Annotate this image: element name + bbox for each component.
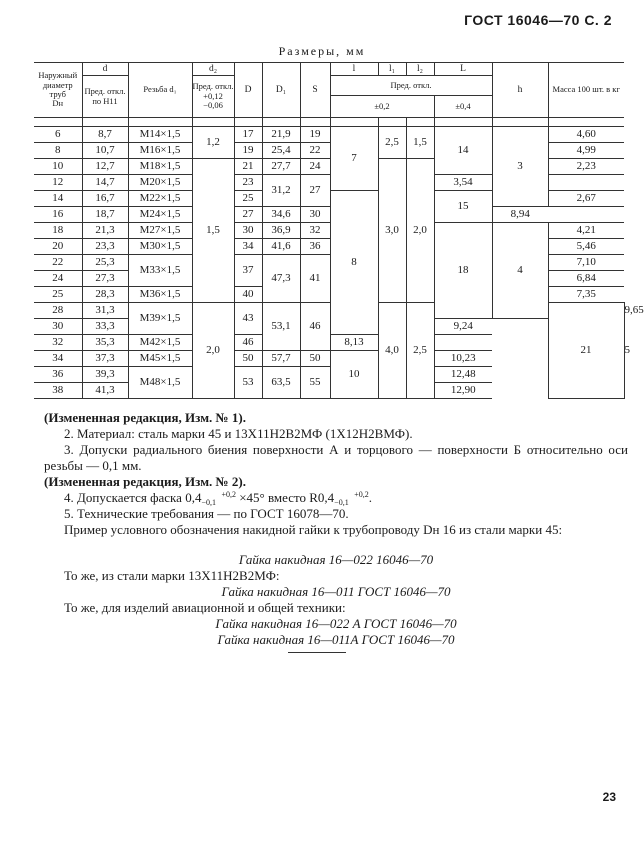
head-S: S xyxy=(300,63,330,118)
head-mass: Масса 100 шт. в кг xyxy=(548,63,624,118)
L-18: 18 xyxy=(434,223,492,319)
head-h: h xyxy=(492,63,548,118)
head-d2-tol: Пред. откл. +0,12 −0,06 xyxy=(192,76,234,118)
L-14: 14 xyxy=(434,127,492,175)
table-row: 22 25,3 M33×1,5 37 47,3 41 7,10 xyxy=(34,255,624,271)
standard-header: ГОСТ 16046—70 С. 2 xyxy=(464,12,612,28)
head-tol-04: ±0,4 xyxy=(434,96,492,118)
d2-2-0: 2,0 xyxy=(192,303,234,399)
D-43: 43 xyxy=(234,303,262,335)
table-row: 18 21,3 M27×1,5 30 36,9 32 18 4 4,21 xyxy=(34,223,624,239)
example-1: Гайка накидная 16—022 16046—70 xyxy=(238,552,434,567)
runout-note: 3. Допуски радиального биения поверхности А и торцового — поверхности Б относительно оси резьбы — 0,1 мм. xyxy=(44,442,628,473)
table-row: 32 35,3 M42×1,5 46 8,13 xyxy=(34,335,624,351)
same-aviation-note: То же, для изделий авиационной и общей техники: xyxy=(64,600,346,615)
table-caption: Размеры, мм xyxy=(278,44,366,58)
example-2: Гайка накидная 16—011 ГОСТ 16046—70 xyxy=(221,584,451,599)
D1-31-2: 31,2 xyxy=(262,175,300,207)
l1-3-0: 3,0 xyxy=(378,159,406,303)
head-tol-02: ±0,2 xyxy=(330,96,434,118)
dimensions-table xyxy=(34,62,644,399)
l2-2-5: 2,5 xyxy=(406,303,434,399)
example-4: Гайка накидная 16—011А ГОСТ 16046—70 xyxy=(217,632,455,647)
l1-2-5: 2,5 xyxy=(378,127,406,159)
S-46: 46 xyxy=(300,303,330,351)
table-row: 12 14,7 M20×1,5 23 31,2 27 3,54 xyxy=(34,175,624,191)
S-41: 41 xyxy=(300,255,330,303)
table-row: 30 33,3 9,24 xyxy=(34,319,624,335)
thread-m33: M33×1,5 xyxy=(128,255,192,287)
table-row: 20 23,3 M30×1,5 34 41,6 36 5,46 xyxy=(34,239,624,255)
head-tol: Пред. откл. xyxy=(330,76,492,96)
table-row: 10 12,7 M18×1,5 1,5 21 27,7 24 3,0 2,0 2,23 xyxy=(34,159,624,175)
table-row: 16 18,7 M24×1,5 27 34,6 30 8,94 xyxy=(34,207,624,223)
edit-note-2: (Измененная редакция, Изм. № 2). xyxy=(44,474,246,489)
head-l2: l₂ xyxy=(406,63,434,76)
separator-line xyxy=(288,652,346,653)
head-D: D xyxy=(234,63,262,118)
example-intro: Пример условного обозначения накидной гайки к трубопроводу Dн 16 из стали марки 45: xyxy=(64,522,563,537)
l1-4-0: 4,0 xyxy=(378,303,406,399)
head-D1: D₁ xyxy=(262,63,300,118)
head-d: d xyxy=(82,63,128,76)
table-row: 14 16,7 M22×1,5 25 8 15 2,67 xyxy=(34,191,624,207)
l-10: 10 xyxy=(330,351,378,399)
tech-requirements-note: 5. Технические требования — по ГОСТ 16078—70. xyxy=(64,506,349,521)
h-3: 3 xyxy=(492,127,548,207)
h-4: 4 xyxy=(492,223,548,319)
head-l1: l₁ xyxy=(378,63,406,76)
table-row: 38 41,3 12,90 xyxy=(34,383,624,399)
table-row: 8 10,7 M16×1,5 19 25,4 22 4,99 xyxy=(34,143,624,159)
material-note: 2. Материал: сталь марки 45 и 13Х11Н2В2МФ (1Х12Н2ВМФ). xyxy=(64,426,413,441)
table-row: 25 28,3 M36×1,5 40 7,35 xyxy=(34,287,624,303)
page-number: 23 xyxy=(602,790,616,804)
thread-m39: M39×1,5 xyxy=(128,303,192,335)
example-3: Гайка накидная 16—022 А ГОСТ 16046—70 xyxy=(215,616,457,631)
table-row: 36 39,3 M48×1,5 53 63,5 55 12,48 xyxy=(34,367,624,383)
table-row: 6 8,7 M14×1,5 1,2 17 21,9 19 7 2,5 1,5 14 3 4,60 xyxy=(34,127,624,143)
head-l: l xyxy=(330,63,378,76)
chamfer-note: 4. Допускается фаска 0,4 +0,2 −0,1 ×45° вместо R0,4 +0,2 −0,1 . xyxy=(64,490,372,508)
l-7: 7 xyxy=(330,127,378,191)
d2-1-2: 1,2 xyxy=(192,127,234,159)
d2-1-5: 1,5 xyxy=(192,159,234,303)
table-row: 34 37,3 M45×1,5 50 57,7 50 10 10,23 xyxy=(34,351,624,367)
table-row: 28 31,3 M39×1,5 2,0 43 53,1 46 4,0 2,5 21 5 9,65 xyxy=(34,303,624,319)
l2-1-5: 1,5 xyxy=(406,127,434,159)
head-L: L xyxy=(434,63,492,76)
edit-note-1: (Измененная редакция, Изм. № 1). xyxy=(44,410,246,425)
D1-53-1: 53,1 xyxy=(262,303,300,351)
head-d-tol: Пред. откл. по Н11 xyxy=(82,76,128,118)
table-row: 24 27,3 6,84 xyxy=(34,271,624,287)
D-37: 37 xyxy=(234,255,262,287)
l2-2-0: 2,0 xyxy=(406,159,434,303)
L-15: 15 xyxy=(434,191,492,223)
S-27: 27 xyxy=(300,175,330,207)
head-pipe-diameter: Наружный диаметр труб Dн xyxy=(34,63,82,118)
head-thread: Резьба d₁ xyxy=(128,63,192,118)
l-8: 8 xyxy=(330,191,378,335)
same-steel-note: То же, из стали марки 13Х11Н2В2МФ: xyxy=(64,568,280,583)
head-d2: d₂ xyxy=(192,63,234,76)
L-21: 21 xyxy=(548,303,624,399)
D1-47-3: 47,3 xyxy=(262,255,300,303)
